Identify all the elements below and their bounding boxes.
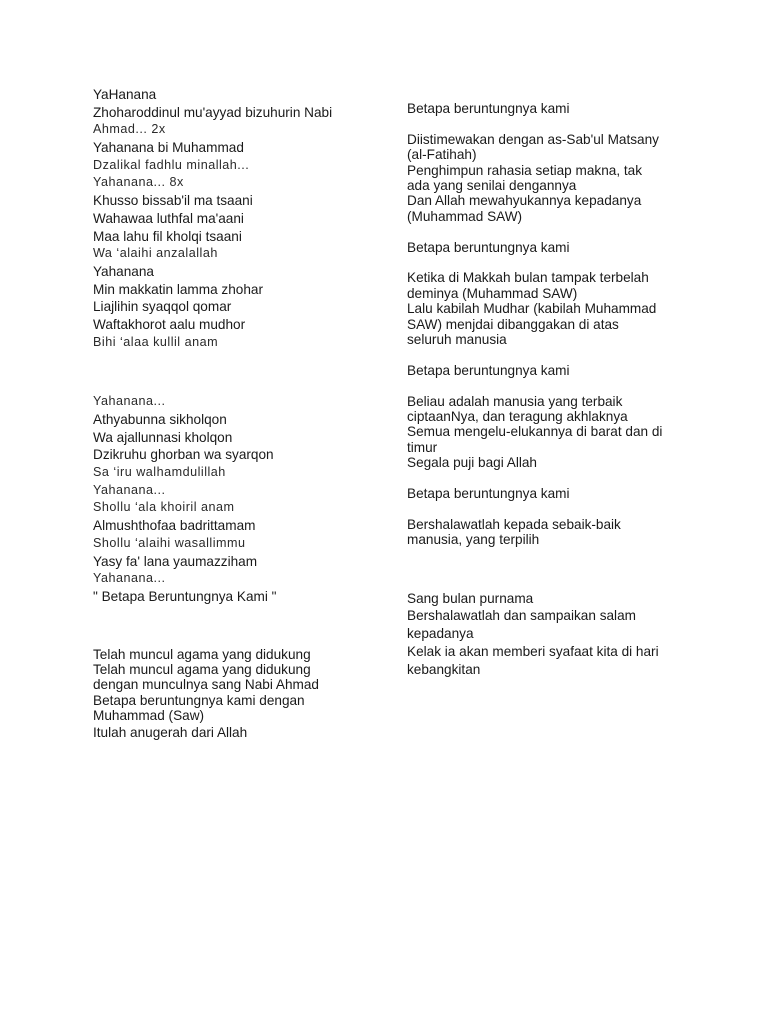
lyric-line: Wa ajallunnasi kholqon	[93, 429, 233, 445]
translation-intro-block	[93, 647, 383, 741]
translation-line: Diistimewakan dengan as-Sab'ul Matsany	[407, 131, 659, 147]
translation-line: Segala puji bagi Allah	[407, 455, 537, 471]
lyric-line: Wahawaa luthfal ma'aani	[93, 210, 244, 226]
lyric-line: Waftakhorot aalu mudhor	[93, 316, 246, 332]
translation-line: deminya (Muhammad SAW)	[407, 285, 578, 301]
lyric-line: Yahanana...	[93, 571, 166, 586]
section-title: " Betapa Beruntungnya Kami "	[93, 588, 277, 604]
lyric-line: Khusso bissab'il ma tsaani	[93, 193, 253, 209]
refrain-paragraph	[407, 101, 697, 116]
translation-line: Bershalawatlah kepada sebaik-baik	[407, 516, 621, 532]
translation-line: Betapa beruntungnya kami dengan	[93, 692, 305, 708]
lyric-line: Wa ‘alaihi anzalallah	[93, 246, 218, 261]
translation-line: Bershalawatlah dan sampaikan salam	[407, 608, 636, 624]
translation-line: Ketika di Makkah bulan tampak terbelah	[407, 270, 649, 286]
lyric-line: Shollu ‘ala khoiril anam	[93, 500, 235, 515]
lyric-line: Yahanana... 8x	[93, 175, 184, 190]
translation-line: Sang bulan purnama	[407, 590, 534, 606]
translation-line: Telah muncul agama yang didukung	[93, 661, 311, 677]
translation-paragraph	[407, 517, 697, 548]
lyric-line: Min makkatin lamma zhohar	[93, 281, 263, 297]
lyric-line: Shollu ‘alaihi wasallimmu	[93, 535, 246, 550]
block-spacer	[93, 351, 383, 393]
translation-line: Betapa beruntungnya kami	[407, 486, 570, 502]
lyrics-block-1	[93, 86, 383, 351]
lyric-line: Yasy fa' lana yaumazziham	[93, 553, 258, 569]
lyric-line: Bihi ‘alaa kullil anam	[93, 334, 219, 349]
lyric-line: Dzalikal fadhlu minallah...	[93, 157, 250, 172]
translation-paragraph	[407, 394, 697, 471]
translation-line: (al-Fatihah)	[407, 147, 477, 163]
lyric-line: Yahanana bi Muhammad	[93, 140, 244, 156]
lyric-line: YaHanana	[93, 87, 157, 102]
translation-line: Betapa beruntungnya kami	[407, 239, 570, 255]
translation-line: Lalu kabilah Mudhar (kabilah Muhammad	[407, 301, 657, 317]
translation-line: dengan munculnya sang Nabi Ahmad	[93, 677, 319, 693]
lyrics-block-2	[93, 393, 383, 605]
translation-line: SAW) menjdai dibanggakan di atas	[407, 316, 619, 332]
translation-line: Kelak ia akan memberi syafaat kita di hari	[407, 644, 659, 660]
lyric-line: Athyabunna sikholqon	[93, 412, 227, 427]
translation-line: kebangkitan	[407, 661, 481, 677]
translation-line: Dan Allah mewahyukannya kepadanya	[407, 193, 642, 209]
refrain-paragraph	[407, 363, 697, 378]
translation-line: Semua mengelu-elukannya di barat dan di	[407, 424, 663, 440]
translation-column	[407, 101, 697, 679]
translation-line: Itulah anugerah dari Allah	[93, 724, 248, 740]
lyric-line: Ahmad... 2x	[93, 122, 166, 137]
lyric-line: Almushthofaa badrittamam	[93, 518, 256, 534]
lyric-line: Yahanana...	[93, 394, 166, 409]
translation-paragraph	[407, 132, 697, 224]
block-spacer	[93, 606, 383, 647]
lyric-line: Maa lahu fil kholqi tsaani	[93, 228, 242, 244]
lyrics-arabic-column	[93, 86, 383, 741]
translation-line: ciptaanNya, dan teragung akhlaknya	[407, 409, 628, 425]
translation-line: Penghimpun rahasia setiap makna, tak	[407, 162, 643, 178]
refrain-paragraph	[407, 486, 697, 501]
lyric-line: Zhoharoddinul mu'ayyad bizuhurin Nabi	[93, 104, 333, 120]
lyric-line: Dzikruhu ghorban wa syarqon	[93, 447, 274, 463]
translation-line: manusia, yang terpilih	[407, 532, 540, 548]
lyric-line: Liajlihin syaqqol qomar	[93, 299, 232, 315]
translation-paragraph	[407, 270, 697, 347]
translation-line: timur	[407, 439, 438, 455]
refrain-paragraph	[407, 240, 697, 255]
translation-line: Betapa beruntungnya kami	[407, 362, 570, 378]
translation-line: Beliau adalah manusia yang terbaik	[407, 393, 623, 409]
translation-line: Muhammad (Saw)	[93, 708, 205, 724]
translation-line: Telah muncul agama yang didukung	[93, 646, 311, 662]
lyric-line: Yahanana	[93, 263, 154, 279]
translation-line: (Muhammad SAW)	[407, 208, 523, 224]
translation-line: Betapa beruntungnya kami	[407, 101, 570, 116]
translation-line: seluruh manusia	[407, 332, 507, 348]
translation-line: kepadanya	[407, 626, 474, 642]
translation-paragraph	[407, 590, 697, 679]
lyric-line: Yahanana...	[93, 482, 166, 497]
lyric-line: Sa ‘iru walhamdulillah	[93, 465, 226, 480]
translation-line: ada yang senilai dengannya	[407, 178, 577, 194]
